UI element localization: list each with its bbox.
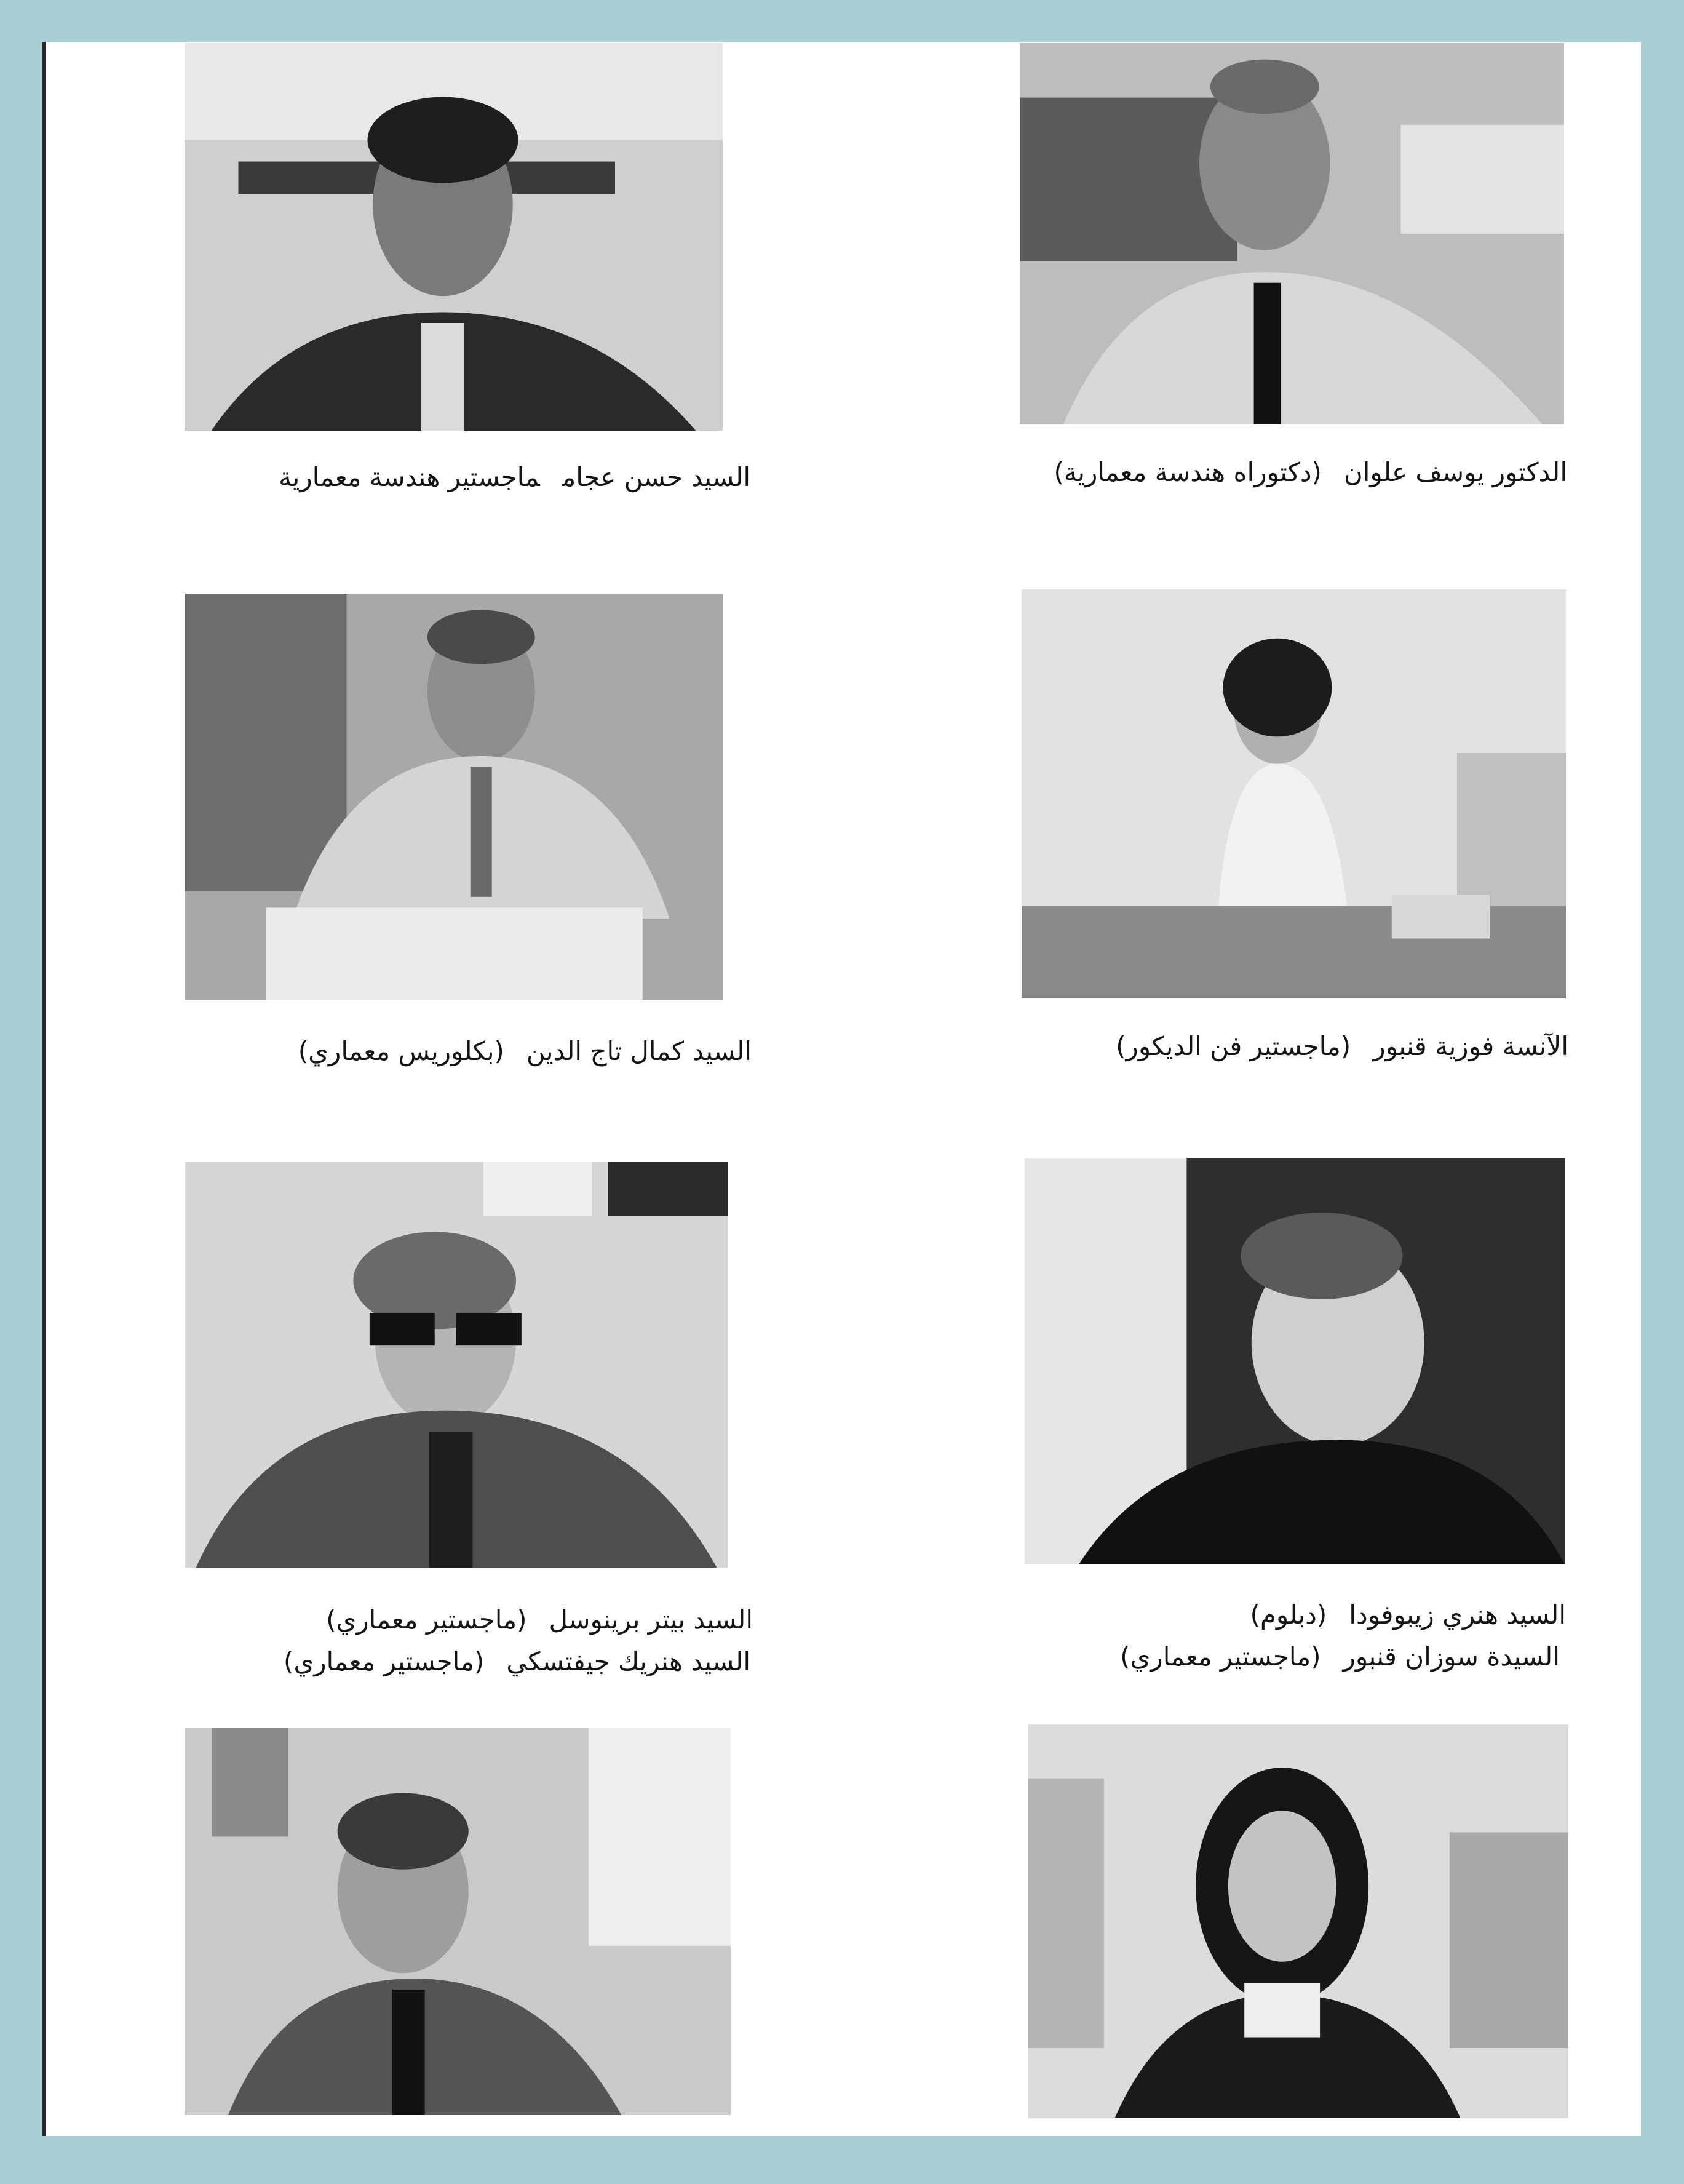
caption-name: السيد بيتر برينوسل [549, 1604, 753, 1635]
caption-name: السيد هنريك جيفتسكي [506, 1646, 750, 1676]
portrait-photo-suzan-kanbour [1028, 1724, 1568, 2118]
portrait-photo-hassan-ajjam [185, 43, 723, 431]
caption-degree: (دبلوم) [1250, 1600, 1327, 1630]
caption-degree: (ماجستير معماري) [1120, 1641, 1321, 1672]
caption-henryk-jiftsky [284, 1646, 750, 1677]
portrait-photo-kamal-tajeddin [185, 594, 723, 1000]
caption-name: الآنسة فوزية قنبور [1373, 1031, 1568, 1061]
caption-degree: (ماجستير معماري) [283, 1646, 485, 1676]
caption-henri-zipovoda [1250, 1600, 1567, 1630]
caption-peter-brynosl [326, 1604, 753, 1635]
caption-name: الدكتور يوسف علوان [1343, 457, 1567, 487]
document-page [42, 42, 1641, 2136]
portrait-photo-yousef-alwan [1020, 43, 1564, 424]
page-binding-edge [42, 42, 46, 2136]
caption-degree: (دكتوراه هندسة معمارية) [1054, 457, 1322, 487]
caption-name: السيد حسن عجام [562, 462, 750, 492]
caption-degree: (بكلوريس معماري) [298, 1036, 504, 1066]
portrait-photo-fawzia-kanbour [1022, 589, 1566, 998]
caption-degree: ماجستير هندسة معمارية [279, 462, 540, 492]
caption-name: السيدة سوزان قنبور [1343, 1641, 1560, 1672]
caption-kamal-tajeddin [298, 1036, 752, 1067]
portrait-photo-henryk-jiftsky [185, 1728, 731, 2115]
caption-name: السيد كمال تاج الدين [526, 1036, 752, 1066]
caption-hassan-ajjam [279, 462, 750, 493]
caption-fawzia-kanbour [1116, 1031, 1568, 1062]
caption-yousef-alwan [1054, 457, 1568, 488]
caption-degree: (ماجستير فن الديكور) [1116, 1031, 1351, 1061]
portrait-photo-peter-brynosl [185, 1162, 728, 1568]
caption-name: السيد هنري زيبوفودا [1349, 1600, 1566, 1630]
portrait-photo-henri-zipovoda [1025, 1158, 1565, 1564]
caption-suzan-kanbour [1120, 1641, 1560, 1672]
caption-degree: (ماجستير معماري) [326, 1604, 527, 1635]
